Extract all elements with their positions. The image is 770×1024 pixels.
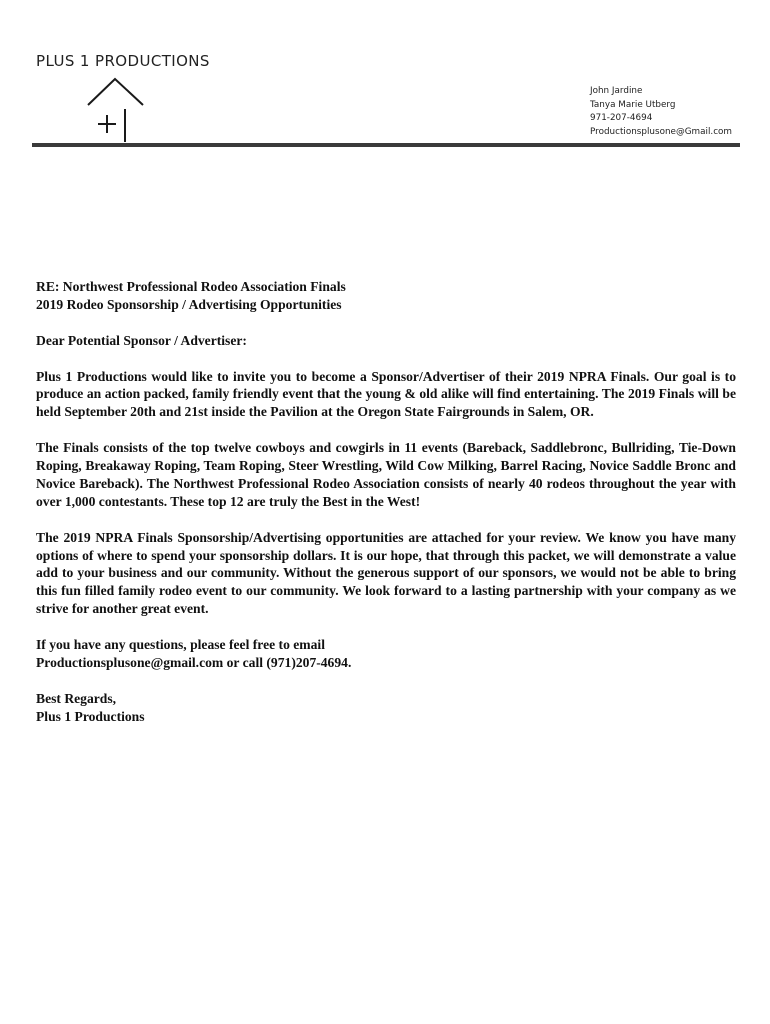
contact-name-1: John Jardine: [590, 86, 643, 96]
paragraph-events: The Finals consists of the top twelve cowboys and cowgirls in 11 events (Bareback, Saddlebronc, Bullriding, Tie-Down Roping, Breakaway Roping, Team Roping, Steer Wrestling, Wild Cow Milking, Barrel Racing, Novice Saddle Bronc and Novice Bareback). The Northwest Professional Rodeo Association consists of nearly 40 rodeos throughout the year with over 1,000 contestants. These top 12 are truly the Best in the West!: [36, 440, 736, 509]
company-name: PLUS 1 PRODUCTIONS: [36, 52, 210, 70]
contact-phone: 971-207-4694: [590, 113, 653, 124]
contact-block: [590, 85, 732, 139]
letter-body: [36, 278, 736, 743]
signature: Plus 1 Productions: [36, 708, 145, 724]
subject-line: RE: Northwest Professional Rodeo Association Finals: [36, 279, 346, 294]
salutation: Dear Potential Sponsor / Advertiser:: [36, 332, 247, 348]
contact-details-line: Productionsplusone@gmail.com or call (971)207-4694.: [36, 654, 352, 670]
subject-subline: 2019 Rodeo Sponsorship / Advertising Opportunities: [36, 296, 342, 312]
contact-email: Productionsplusone@Gmail.com: [590, 126, 732, 137]
contact-name-2: Tanya Marie Utberg: [590, 99, 676, 110]
contact-line: If you have any questions, please feel free to email: [36, 637, 325, 653]
house-plus-icon: [86, 76, 146, 144]
contact-paragraph: [36, 636, 736, 672]
closing: Best Regards,: [36, 690, 117, 706]
closing-block: [36, 690, 736, 726]
paragraph-invitation: Plus 1 Productions would like to invite you to become a Sponsor/Advertiser of their 2019 NPRA Finals. Our goal is to produce an action packed, family friendly event that the young & old alike will find entertaining. The 2019 Finals will be held September 20th and 21st inside the Pavilion at the Oregon State Fairgrounds in Salem, OR.: [36, 368, 736, 420]
header-divider: [32, 143, 740, 147]
paragraph-opportunities: The 2019 NPRA Finals Sponsorship/Advertising opportunities are attached for your review. We know you have many options of where to spend your sponsorship dollars. It is our hope, that through this packet, we will demonstrate a value add to your business and our community. Without the generous support of our sponsors, we would not be able to bring this fun filled family rodeo event to our community. We look forward to a lasting partnership with your company as we strive for another great event.: [36, 529, 736, 617]
subject-block: [36, 278, 736, 314]
